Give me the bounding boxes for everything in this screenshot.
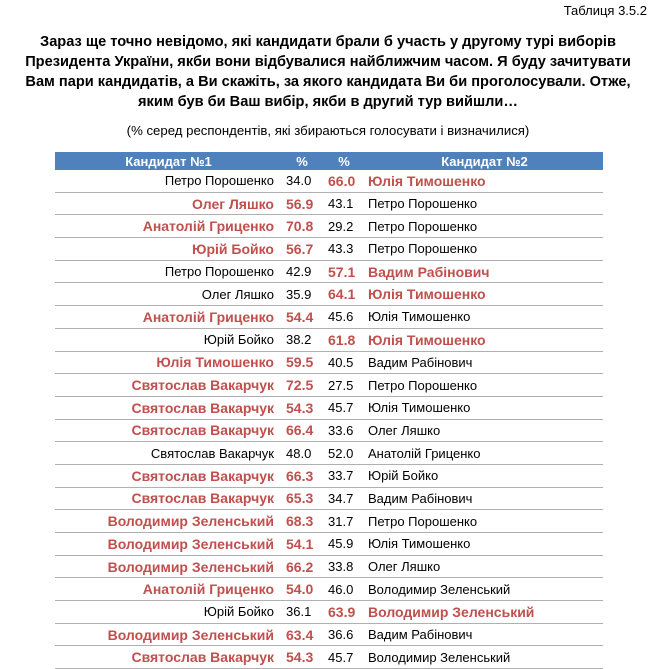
candidate-1-name: Петро Порошенко [164, 264, 274, 280]
candidate-2-percent: 31.7 [328, 513, 354, 529]
candidate-2-percent: 66.0 [328, 172, 356, 189]
candidate-1-percent: 65.3 [286, 490, 314, 507]
table-row [55, 442, 603, 465]
candidate-2-percent: 45.9 [328, 536, 354, 552]
candidate-2-percent: 45.6 [328, 309, 354, 325]
candidate-2-name: Вадим Рабінович [368, 490, 473, 506]
candidate-1-name: Володимир Зеленський [107, 558, 274, 575]
candidate-1-name: Юрій Бойко [192, 240, 274, 257]
candidate-1-percent: 63.4 [286, 626, 314, 643]
candidate-1-percent: 42.9 [286, 264, 312, 280]
candidate-2-name: Юрій Бойко [368, 468, 439, 484]
candidate-1-name: Святослав Вакарчук [131, 467, 274, 484]
candidate-2-name: Анатолій Гриценко [368, 445, 481, 461]
candidate-2-name: Петро Порошенко [368, 513, 478, 529]
candidate-2-name: Вадим Рабінович [368, 627, 473, 643]
candidate-2-name: Олег Ляшко [368, 559, 441, 575]
candidate-2-name: Вадим Рабінович [368, 354, 473, 370]
survey-question: Зараз ще точно невідомо, які кандидати брали б участь у другому турі виборів Президента України, якби вони відбувалися найближчим часом. Я буду зачитувати Вам пари кандидатів, а Ви скажіть, за якого кандидата Ви би проголосували. Отже, яким був би Ваш вибір, якби в другий тур вийшли… [25, 34, 631, 110]
table-row [55, 374, 603, 397]
table-row [55, 487, 603, 510]
runoff-results-table [55, 152, 603, 669]
header-candidate-2: Кандидат №2 [366, 152, 603, 170]
candidate-1-name: Святослав Вакарчук [131, 399, 274, 416]
table-row [55, 238, 603, 261]
header-percent-1: % [282, 152, 322, 170]
candidate-2-name: Юлія Тимошенко [368, 331, 486, 348]
candidate-2-percent: 45.7 [328, 400, 354, 416]
candidate-2-name: Юлія Тимошенко [368, 400, 471, 416]
candidate-1-name: Святослав Вакарчук [150, 445, 274, 461]
candidate-2-name: Вадим Рабінович [368, 263, 490, 280]
candidate-1-percent: 54.3 [286, 649, 314, 666]
candidate-2-name: Юлія Тимошенко [368, 309, 471, 325]
table-number: Таблиця 3.5.2 [563, 3, 647, 18]
candidate-1-name: Анатолій Гриценко [142, 218, 274, 235]
candidate-2-percent: 40.5 [328, 354, 354, 370]
candidate-1-percent: 66.4 [286, 422, 314, 439]
candidate-2-percent: 61.8 [328, 331, 356, 348]
candidate-2-name: Володимир Зеленський [368, 581, 511, 597]
candidate-2-name: Юлія Тимошенко [368, 172, 486, 189]
candidate-1-percent: 59.5 [286, 354, 314, 371]
table-row [55, 306, 603, 329]
candidate-2-percent: 33.8 [328, 559, 354, 575]
candidate-1-name: Святослав Вакарчук [131, 422, 274, 439]
candidate-1-name: Юлія Тимошенко [156, 354, 274, 371]
candidate-1-name: Петро Порошенко [164, 173, 274, 189]
candidate-1-name: Володимир Зеленський [107, 535, 274, 552]
candidate-2-name: Олег Ляшко [368, 422, 441, 438]
table-note: (% серед респондентів, які збираються голосувати і визначилися) [126, 123, 530, 138]
header-percent-2: % [322, 152, 366, 170]
candidate-1-name: Олег Ляшко [192, 195, 274, 212]
candidate-1-name: Юрій Бойко [203, 332, 274, 348]
candidate-1-percent: 54.0 [286, 581, 314, 598]
candidate-1-name: Святослав Вакарчук [131, 490, 274, 507]
candidate-1-name: Анатолій Гриценко [142, 581, 274, 598]
candidate-1-percent: 68.3 [286, 513, 314, 530]
candidate-2-percent: 52.0 [328, 445, 354, 461]
candidate-2-percent: 33.7 [328, 468, 354, 484]
candidate-2-name: Володимир Зеленський [368, 603, 535, 620]
candidate-2-name: Петро Порошенко [368, 196, 478, 212]
table-row [55, 351, 603, 374]
candidate-1-percent: 34.0 [286, 173, 312, 189]
candidate-2-name: Петро Порошенко [368, 377, 478, 393]
table-row [55, 419, 603, 442]
candidate-1-percent: 54.3 [286, 399, 314, 416]
candidate-1-name: Юрій Бойко [203, 604, 274, 620]
table-row [55, 464, 603, 487]
candidate-2-percent: 43.3 [328, 241, 354, 257]
candidate-1-name: Володимир Зеленський [107, 513, 274, 530]
table-row [55, 396, 603, 419]
header-candidate-1: Кандидат №1 [55, 152, 282, 170]
candidate-2-percent: 57.1 [328, 263, 356, 280]
candidate-2-percent: 34.7 [328, 490, 354, 506]
table-row [55, 510, 603, 533]
candidate-2-percent: 33.6 [328, 422, 354, 438]
table-body [55, 170, 603, 669]
table-row [55, 215, 603, 238]
table-row [55, 328, 603, 351]
candidate-1-percent: 66.2 [286, 558, 314, 575]
candidate-1-percent: 35.9 [286, 286, 312, 302]
candidate-2-percent: 64.1 [328, 286, 356, 303]
candidate-2-percent: 36.6 [328, 627, 354, 643]
candidate-2-percent: 27.5 [328, 377, 354, 393]
candidate-2-percent: 29.2 [328, 218, 354, 234]
table-row [55, 260, 603, 283]
candidate-1-percent: 70.8 [286, 218, 314, 235]
table-row [55, 623, 603, 646]
candidate-1-percent: 56.7 [286, 240, 314, 257]
table-row [55, 601, 603, 624]
candidate-1-percent: 36.1 [286, 604, 312, 620]
candidate-1-percent: 38.2 [286, 332, 312, 348]
candidate-1-name: Анатолій Гриценко [142, 308, 274, 325]
candidate-2-name: Петро Порошенко [368, 218, 478, 234]
candidate-2-percent: 45.7 [328, 649, 354, 665]
table-header-row [55, 152, 603, 170]
candidate-1-percent: 72.5 [286, 377, 314, 394]
table-row [55, 555, 603, 578]
table-row [55, 192, 603, 215]
candidate-1-percent: 56.9 [286, 195, 314, 212]
candidate-1-percent: 66.3 [286, 467, 314, 484]
table-row [55, 578, 603, 601]
candidate-2-name: Володимир Зеленський [368, 649, 511, 665]
candidate-1-percent: 48.0 [286, 445, 312, 461]
candidate-1-percent: 54.1 [286, 535, 314, 552]
candidate-1-percent: 54.4 [286, 308, 314, 325]
candidate-2-percent: 46.0 [328, 581, 354, 597]
candidate-2-percent: 43.1 [328, 196, 354, 212]
candidate-2-percent: 63.9 [328, 603, 356, 620]
candidate-1-name: Святослав Вакарчук [131, 377, 274, 394]
table-row [55, 533, 603, 556]
table-row [55, 646, 603, 669]
candidate-2-name: Юлія Тимошенко [368, 286, 486, 303]
candidate-1-name: Володимир Зеленський [107, 626, 274, 643]
table-row [55, 283, 603, 306]
table-row [55, 170, 603, 192]
candidate-1-name: Олег Ляшко [201, 286, 274, 302]
candidate-2-name: Петро Порошенко [368, 241, 478, 257]
candidate-2-name: Юлія Тимошенко [368, 536, 471, 552]
candidate-1-name: Святослав Вакарчук [131, 649, 274, 666]
